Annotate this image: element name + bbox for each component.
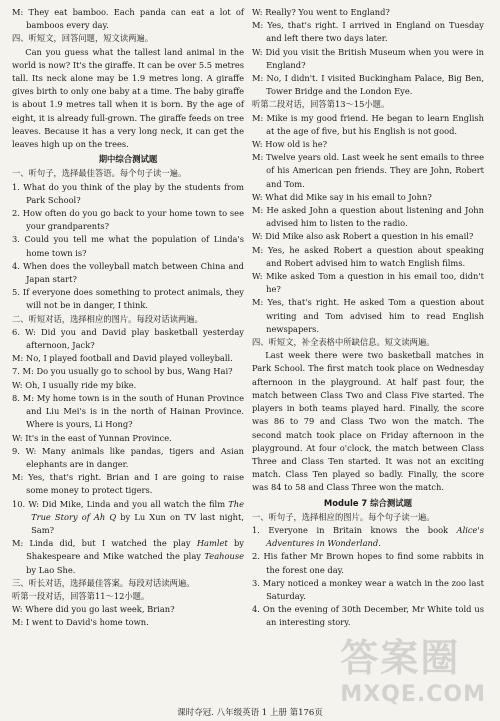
- play-title: Hamlet: [196, 538, 228, 549]
- question-1: 1. What do you think of the play by the students from Park School?: [12, 181, 244, 205]
- question-7: 7. M: Do you usually go to school by bus, Wang Hai?: [12, 366, 233, 377]
- watermark-logo: [340, 627, 486, 707]
- page-footer: 课时夺冠. 八年级英语 1 上册 第176页: [177, 708, 323, 718]
- section-heading: 一、听句子，选择最佳答语。每个句子读一遍。: [12, 168, 187, 179]
- left-column: [12, 6, 244, 630]
- dialogue-line: W: Did Mike also ask Robert a question in his email?: [252, 231, 474, 242]
- answer-line: M: Linda did, but I watched the play Hamlet by Shakespeare and Mike watched the play Teahouse by Lao She.: [12, 538, 244, 575]
- dialogue-line: W: How old is he?: [252, 139, 328, 150]
- answer-line: M: Yes, that's right. Brian and I are going to raise some money to protect tigers.: [12, 472, 244, 496]
- question-5: 5. If everyone does something to protect animals, they will not be in danger, I think.: [12, 287, 244, 311]
- question-4: 4. When does the volleyball match between China and Japan start?: [12, 260, 244, 285]
- basketball-passage: Last week there were two basketball matches in Park School. The first match took place on Wednesday afternoon in the playground. At half past four, the match between Class Two and Class Five started. The players in both teams played hard. Finally, the score was 86 to 79 and Class Two won the match. The second match took place on Friday afternoon in the playground. At four o'clock, the match between Class Three and Class Ten started. It was not an exciting match. Class Ten played so badly. Finally, the score was 84 to 58 and Class Three won the match.: [252, 350, 484, 493]
- question-6: 6. W: Did you and David play basketball yesterday afternoon, Jack?: [12, 326, 244, 351]
- dialogue-line: M: They eat bamboo. Each panda can eat a lot of bamboos every day.: [12, 7, 244, 31]
- section-heading: 四、听短文，回答问题，短文读两遍。: [12, 33, 154, 44]
- section-heading: 二、听短对话，选择相应的图片。每段对话读两遍。: [12, 313, 203, 324]
- dialogue-line: M: No, I didn't. I visited Buckingham Palace, Big Ben, Tower Bridge and the London Eye.: [252, 73, 484, 97]
- question-2: 2. His father Mr Brown hopes to find some rabbits in the forest one day.: [252, 551, 484, 575]
- question-9: 9. W: Many animals like pandas, tigers and Asian elephants are in danger.: [12, 445, 244, 469]
- question-10: 10. W: Did Mike, Linda and you all watch the film The True Story of Ah Q by Lu Xun on TV last night, Sam?: [12, 498, 244, 535]
- question-3: 3. Mary noticed a monkey wear a watch in the zoo last Saturday.: [252, 577, 484, 601]
- answer-line: W: Oh, I usually ride my bike.: [12, 379, 137, 390]
- play-title: Teahouse: [204, 551, 244, 562]
- dialogue-line: M: Twelve years old. Last week he sent emails to three of his American pen friends. They are John, Robert and Tom.: [252, 152, 484, 189]
- dialogue-line: M: Mike is my good friend. He began to learn English at the age of five, but his English is not good.: [252, 112, 484, 136]
- watermark-text: 答案圈: [340, 636, 461, 680]
- section-heading: 一、听句子，选择相应的图片。每个句子读一遍。: [252, 511, 435, 522]
- dialogue-line: W: Did you visit the British Museum when you were in England?: [252, 46, 484, 70]
- dialogue-line: W: Where did you go last week, Brian?: [12, 604, 175, 615]
- subsection-heading: 听第一段对话，回答第11～12小题。: [12, 590, 150, 601]
- question-8: 8. M: My home town is in the south of Hunan Province and Liu Mei's is in the north of Hainan Province. Where is yours, Li Hong?: [12, 392, 244, 430]
- dialogue-line: W: Mike asked Tom a question in his email too, didn't he?: [252, 271, 484, 295]
- section-heading: 四、听短文，补全表格中所缺信息。短文读两遍。: [252, 337, 435, 348]
- watermark-url: MXQE.COM: [340, 682, 486, 707]
- dialogue-line: W: Really? You went to England?: [252, 7, 390, 17]
- right-column: [252, 6, 484, 630]
- film-title: The True Story of Ah Q: [31, 498, 244, 522]
- dialogue-line: M: He asked John a question about listening and John advised him to listen to the radio.: [252, 205, 484, 229]
- test-title: 期中综合测试题: [98, 154, 158, 165]
- dialogue-line: M: I went to David's home town.: [12, 617, 149, 628]
- question-2: 2. How often do you go back to your home town to see your grandparents?: [12, 208, 244, 232]
- question-4: 4. On the evening of 30th December, Mr White told us an interesting story.: [252, 604, 484, 628]
- section-heading: 三、听长对话，选择最佳答案。每段对话读两遍。: [12, 577, 195, 588]
- test-title: Module 7 综合测试题: [323, 497, 413, 508]
- dialogue-line: M: Yes, he asked Robert a question about speaking and Robert advised him to watch English films.: [252, 244, 484, 268]
- subsection-heading: 听第二段对话，回答第13～15小题。: [252, 99, 390, 110]
- dialogue-line: M: Yes, that's right. He asked Tom a question about writing and Tom advised him to read English newspapers.: [252, 297, 484, 334]
- answer-line: M: No, I played football and David played volleyball.: [12, 353, 233, 364]
- answer-line: W: It's in the east of Yunnan Province.: [12, 432, 172, 443]
- giraffe-passage: Can you guess what the tallest land animal in the world is now? It's the giraffe. It can be over 5.5 metres tall. Its neck alone may be 1.9 metres long. A giraffe gives birth to only one baby at a time. The baby giraffe is about 1.9 metres tall when it is born. By the age of eight, it is already full-grown. The giraffe feeds on tree leaves. Because it has a very long neck, it can get the leaves high up on the trees.: [12, 46, 244, 150]
- dialogue-line: M: Yes, that's right. I arrived in England on Tuesday and left there two days later.: [252, 20, 484, 44]
- book-title: Alice's Adventures in Wonderland: [266, 524, 484, 549]
- dialogue-line: W: What did Mike say in his email to John?: [252, 191, 432, 202]
- question-3: 3. Could you tell me what the population of Linda's home town is?: [12, 234, 244, 258]
- question-1: 1. Everyone in Britain knows the book Alice's Adventures in Wonderland.: [252, 524, 484, 549]
